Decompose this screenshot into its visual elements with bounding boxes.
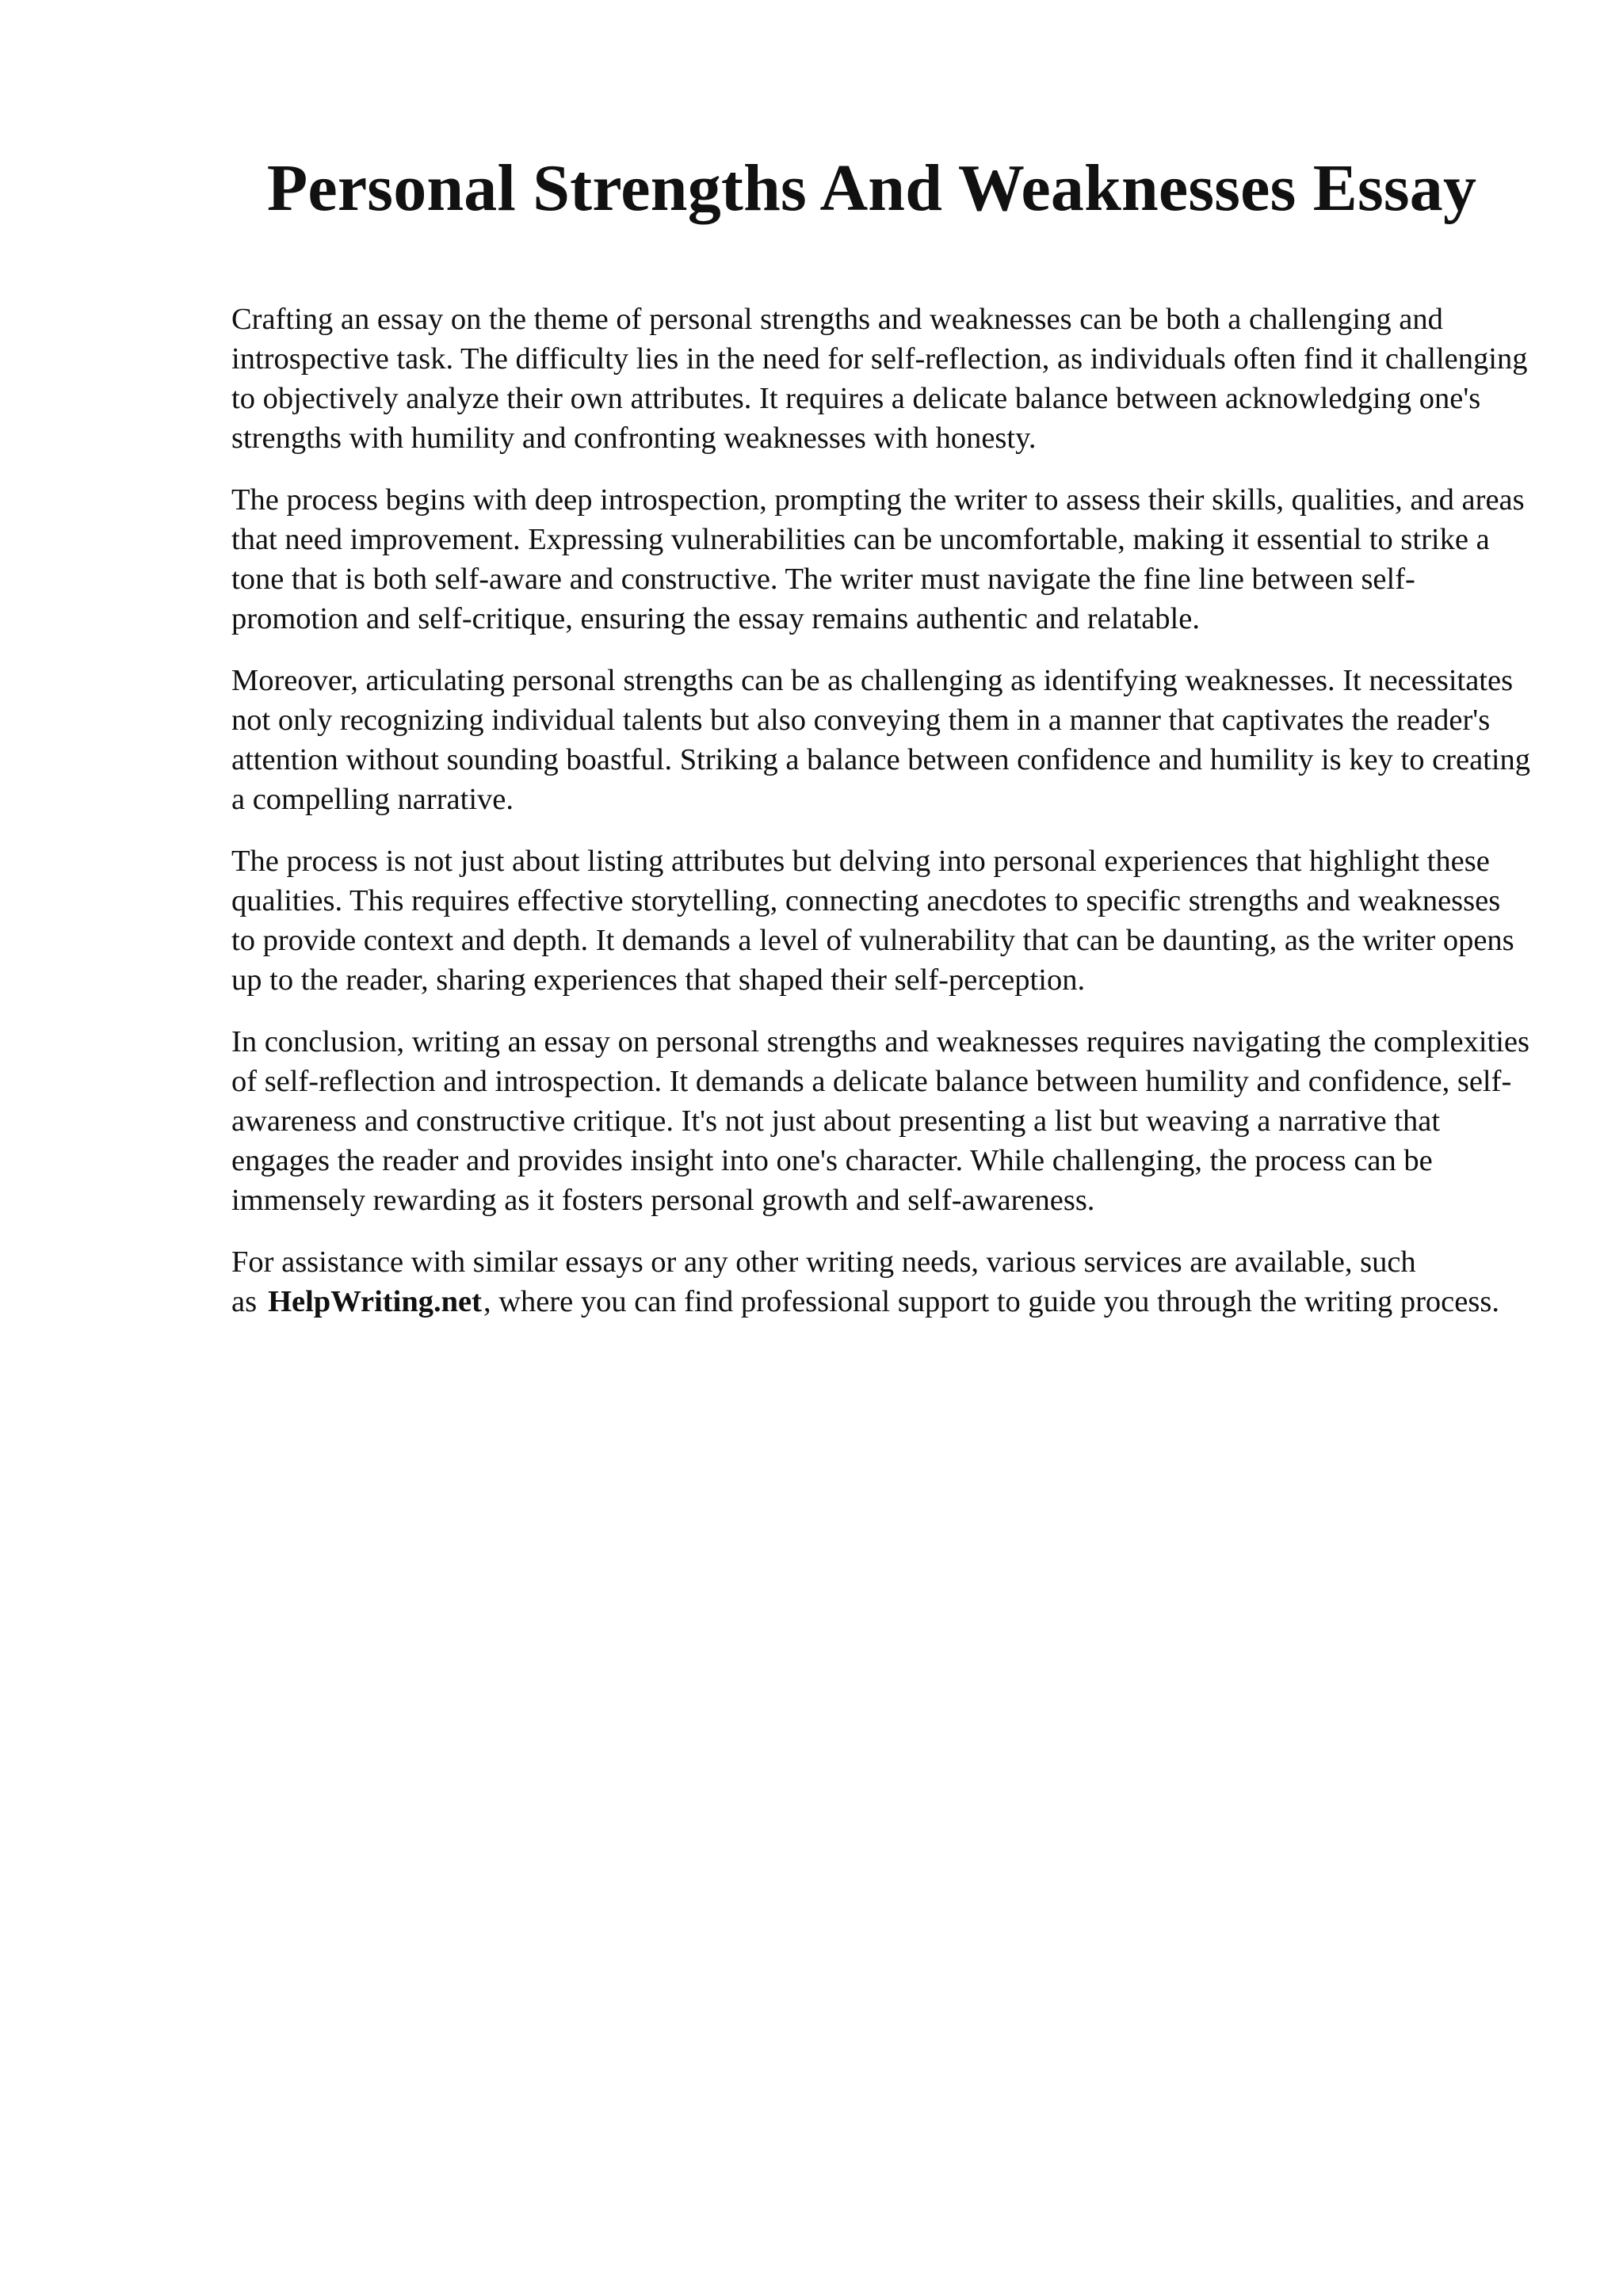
brand-name: HelpWriting.net — [268, 1285, 482, 1318]
essay-body — [231, 299, 1531, 1344]
closing-text-after: , where you can find professional support to guide you through the writing process. — [483, 1285, 1499, 1318]
paragraph-3: Moreover, articulating personal strengths can be as challenging as identifying weaknesses. It necessitates not only recognizing individual talents but also conveying them in a manner that captivates the reader's attention without sounding boastful. Striking a balance between confidence and humility is key to creating a compelling narrative. — [231, 664, 1531, 816]
paragraph-1: Crafting an essay on the theme of personal strengths and weaknesses can be both a challenging and introspective task. The difficulty lies in the need for self-reflection, as individuals often find it challenging to objectively analyze their own attributes. It requires a delicate balance between acknowledging one's strengths with humility and confronting weaknesses with honesty. — [231, 303, 1528, 455]
paragraph-5: In conclusion, writing an essay on personal strengths and weaknesses requires navigating the complexities of self-reflection and introspection. It demands a delicate balance between humility and confidence, self-awareness and constructive critique. It's not just about presenting a list but weaving a narrative that engages the reader and provides insight into one's character. While challenging, the process can be immensely rewarding as it fosters personal growth and self-awareness. — [231, 1025, 1529, 1217]
closing-text-before: For assistance with similar essays or any other writing needs, various services are available, such as — [231, 1245, 1416, 1318]
closing-paragraph — [231, 1242, 1531, 1322]
paragraph-2: The process begins with deep introspection, prompting the writer to assess their skills, qualities, and areas that need improvement. Expressing vulnerabilities can be uncomfortable, making it essential to strike a tone that is both self-aware and constructive. The writer must navigate the fine line between self-promotion and self-critique, ensuring the essay remains authentic and relatable. — [231, 483, 1525, 635]
paragraph-4: The process is not just about listing attributes but delving into personal experiences that highlight these qualities. This requires effective storytelling, connecting anecdotes to specific strengths and weaknesses to provide context and depth. It demands a level of vulnerability that can be daunting, as the writer opens up to the reader, sharing experiences that shaped their self-perception. — [231, 845, 1514, 997]
page-title: Personal Strengths And Weaknesses Essay — [266, 151, 1477, 225]
